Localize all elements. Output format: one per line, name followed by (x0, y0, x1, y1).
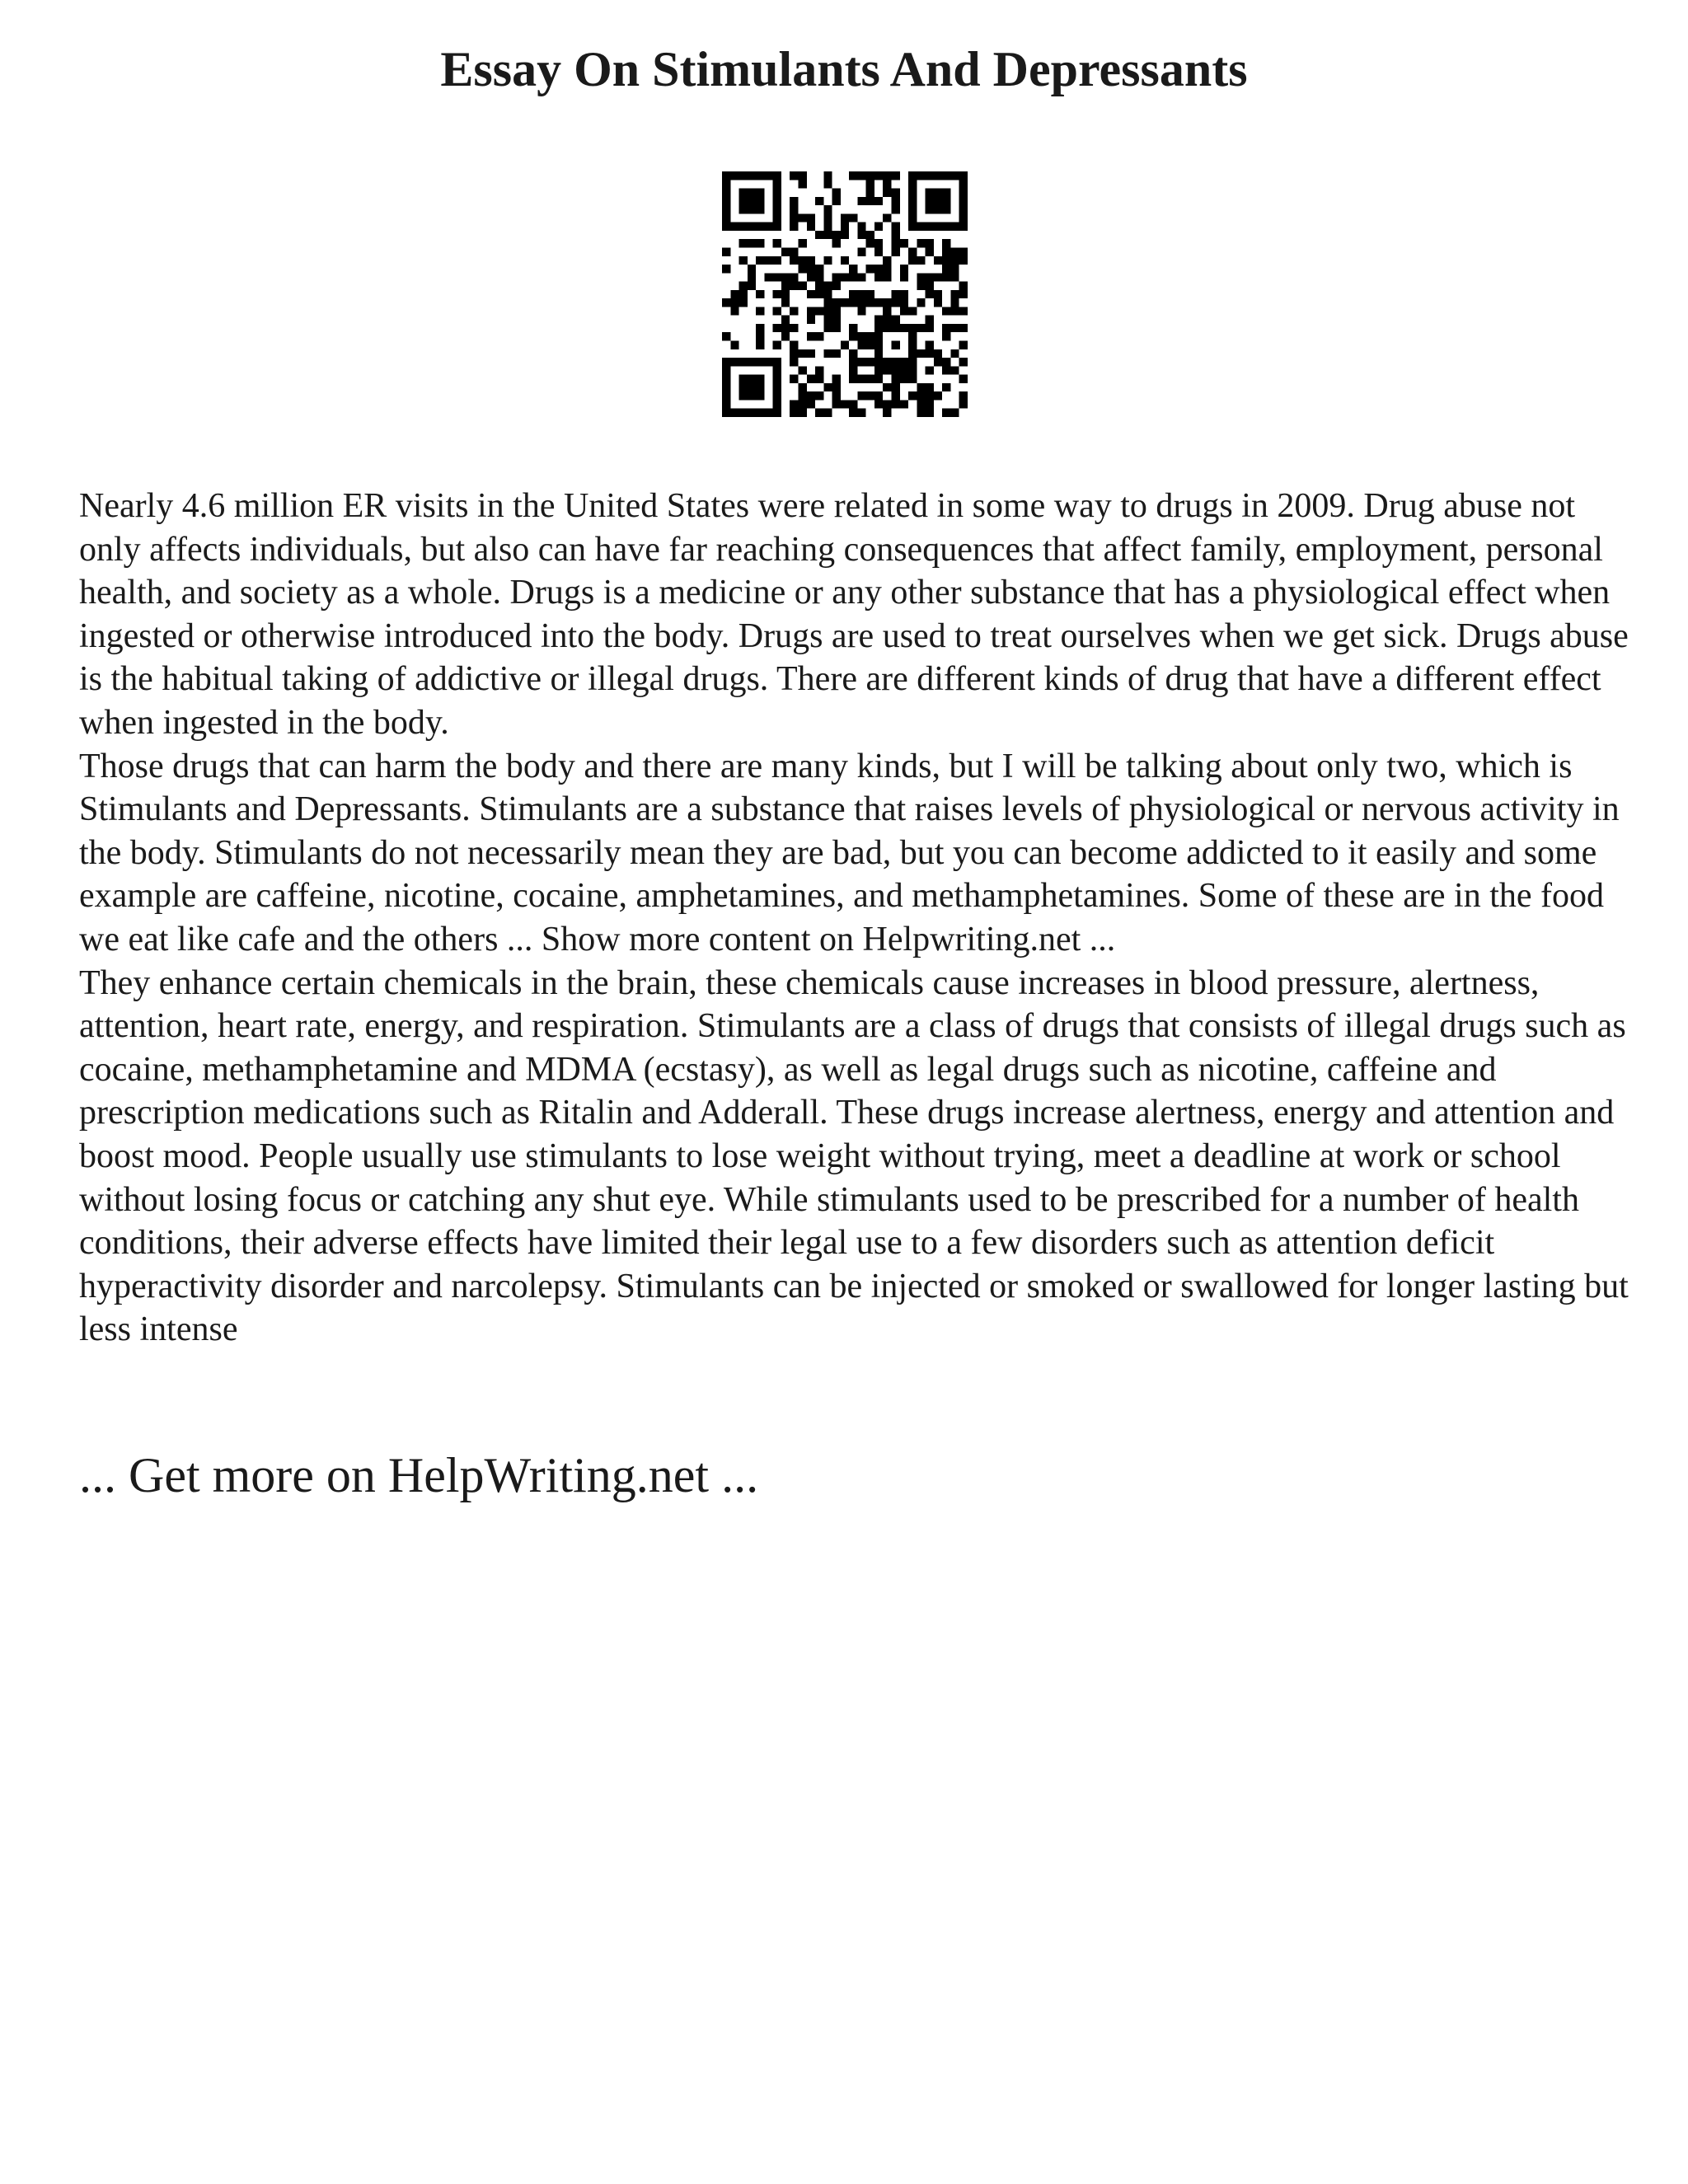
essay-body (79, 485, 1629, 1352)
paragraph-1: Nearly 4.6 million ER visits in the United States were related in some way to drugs in 2009. Drug abuse not only affects individuals, but also can have far reaching consequences that affect family, employment, personal health, and society as a whole. Drugs is a medicine or any other substance that has a physiological effect when ingested or otherwise introduced into the body. Drugs are used to treat ourselves when we get sick. Drugs abuse is the habitual taking of addictive or illegal drugs. There are different kinds of drug that have a different effect when ingested in the body. (79, 487, 1629, 742)
get-more-link[interactable]: ... Get more on HelpWriting.net ... (79, 1448, 759, 1502)
paragraph-2: Those drugs that can harm the body and there are many kinds, but I will be talking about only two, which is Stimulants and Depressants. Stimulants are a substance that raises levels of physiological or nervous activity in the body. Stimulants do not necessarily mean they are bad, but you can become addicted to it easily and some example are caffeine, nicotine, cocaine, amphetamines, and methamphetamines. Some of these are in the food we eat like cafe and the others ... Show more content on Helpwriting.net ... (79, 747, 1620, 958)
paragraph-3: They enhance certain chemicals in the brain, these chemicals cause increases in blood pressure, alertness, attention, heart rate, energy, and respiration. Stimulants are a class of drugs that consists of illegal drugs such as cocaine, methamphetamine and MDMA (ecstasy), as well as legal drugs such as nicotine, caffeine and prescription medications such as Ritalin and Adderall. These drugs increase alertness, energy and attention and boost mood. People usually use stimulants to lose weight without trying, meet a deadline at work or school without losing focus or catching any shut eye. While stimulants used to be prescribed for a number of health conditions, their adverse effects have limited their legal use to a few disorders such as attention deficit hyperactivity disorder and narcolepsy. Stimulants can be injected or smoked or swallowed for longer lasting but less intense (79, 963, 1629, 1349)
qr-code-icon[interactable] (722, 171, 968, 417)
document-title: Essay On Stimulants And Depressants (440, 42, 1248, 96)
